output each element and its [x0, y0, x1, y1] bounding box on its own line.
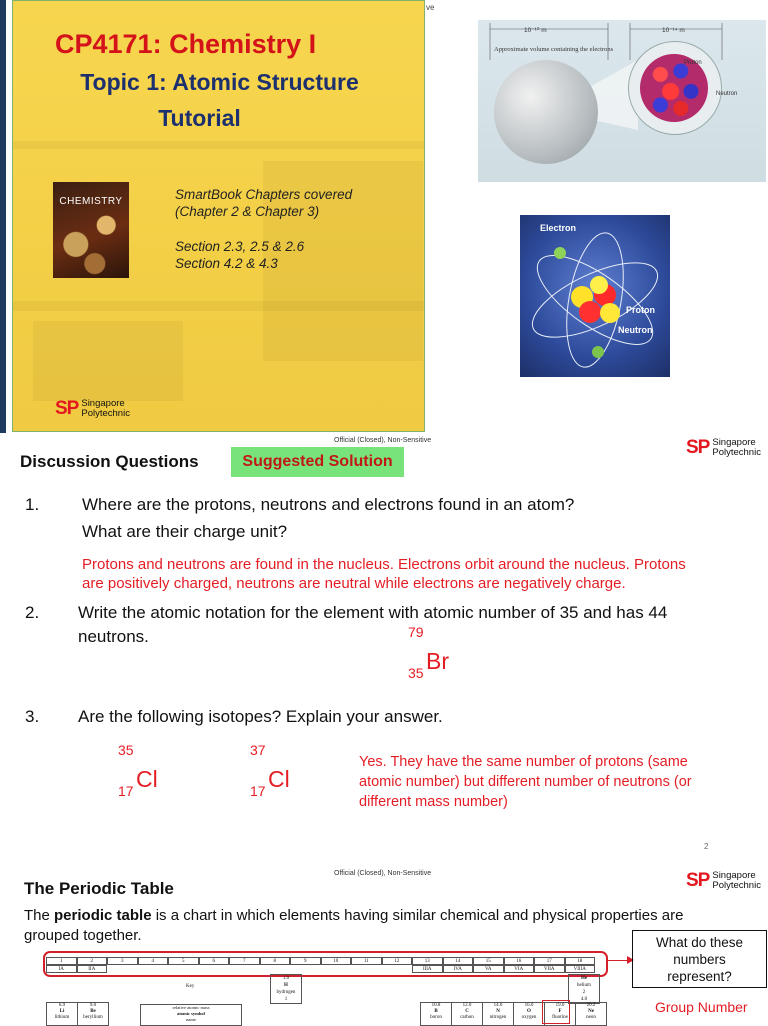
cover-slide: [12, 0, 425, 432]
answer-text: atomic number) but different number of neutrons (or: [359, 774, 692, 790]
bohr-atom-model-image: [520, 215, 670, 377]
group-label-cell: IVA: [443, 965, 474, 973]
classification-note: Official (Closed), Non-Sensitive: [334, 870, 432, 877]
element-symbol: Br: [426, 648, 449, 674]
periodic-table-definition: [24, 907, 683, 924]
mass-number: 35: [118, 742, 134, 758]
question-text: Where are the protons, neutrons and electrons found in an atom?: [82, 495, 575, 514]
element-name: beryllium: [83, 1015, 103, 1020]
question-number: 3.: [25, 707, 40, 726]
group-label-cell: IIA: [77, 965, 108, 973]
neutron-label: Neutron: [618, 325, 653, 335]
answer-text: are positively charged, neutrons are neutral while electrons are negatively charge.: [82, 575, 626, 592]
classification-note: Official (Closed), Non-Sensitive: [334, 437, 432, 444]
question-text: Are the following isotopes? Explain your answer.: [78, 707, 443, 726]
group-label-cell: VIIIA: [565, 965, 596, 973]
corner-text: ve: [426, 3, 435, 12]
element-symbol: Li: [59, 1009, 65, 1014]
smartbook-line: SmartBook Chapters covered: [175, 187, 353, 202]
fluorine-highlight: [542, 1000, 570, 1024]
tutorial-title: Tutorial: [158, 105, 241, 131]
sections-line: Section 2.3, 2.5 & 2.6: [175, 239, 305, 254]
group-number-cell: 3: [107, 957, 138, 965]
textbook-title: CHEMISTRY: [59, 196, 123, 207]
element-name: boron: [430, 1015, 442, 1020]
answer-text: Protons and neutrons are found in the nucleus. Electrons orbit around the nucleus. Protons: [82, 556, 686, 573]
periodic-table-definition: grouped together.: [24, 927, 142, 944]
course-title: CP4171: Chemistry I: [55, 29, 317, 59]
element-symbol: C: [465, 1009, 469, 1014]
element-symbol: O: [527, 1009, 531, 1014]
element-cell: [482, 1002, 514, 1026]
topic-title: Topic 1: Atomic Structure: [80, 69, 359, 95]
element-name: oxygen: [521, 1015, 537, 1020]
atomic-number: 35: [408, 665, 424, 681]
element-symbol: Cl: [136, 766, 158, 792]
group-number-cell: 8: [260, 957, 291, 965]
element-name: carbon: [460, 1015, 474, 1020]
page-number: 2: [704, 842, 709, 851]
group-label-cell: IIIA: [412, 965, 443, 973]
group-number-cell: 4: [138, 957, 169, 965]
callout-text: numbers: [673, 951, 726, 967]
element-cell: [451, 1002, 483, 1026]
callout-box: [632, 930, 767, 988]
element-symbol: Cl: [268, 766, 290, 792]
group-number-cell: 13: [412, 957, 443, 965]
element-symbol: N: [496, 1009, 500, 1014]
element-cell: [420, 1002, 452, 1026]
suggested-solution-badge: Suggested Solution: [231, 447, 404, 477]
mass-number: 79: [408, 624, 424, 640]
element-name: nitrogen: [489, 1015, 507, 1020]
group-number-cell: 16: [504, 957, 535, 965]
orbit-paths: [520, 215, 670, 377]
element-mass: 9.0: [89, 1003, 97, 1008]
definition-term: periodic table: [54, 907, 152, 924]
atom-nucleus-diagram: [478, 20, 766, 182]
group-label-cell: VA: [473, 965, 504, 973]
sp-logo-line: Polytechnic: [712, 880, 761, 891]
element-symbol: Be: [90, 1009, 96, 1014]
sp-logo: [686, 437, 761, 459]
group-label-cell: IA: [46, 965, 77, 973]
element-mass: 20.2: [586, 1003, 596, 1008]
element-cell: [77, 1002, 109, 1026]
group-label-cell: VIIA: [534, 965, 565, 973]
sp-logo-line: Singapore: [712, 870, 756, 881]
group-number-cell: 7: [229, 957, 260, 965]
key-line: name: [186, 1017, 196, 1022]
electron-label: Electron: [540, 223, 577, 233]
sp-logo: [55, 398, 130, 420]
callout-text: represent?: [667, 968, 732, 984]
element-cell-hydrogen: 1.0 H hydrogen 1: [270, 974, 302, 1004]
question-text: neutrons.: [78, 627, 149, 646]
atomic-number: 17: [250, 783, 266, 799]
proton-label: Proton: [626, 305, 655, 315]
sections-line: Section 4.2 & 4.3: [175, 256, 278, 271]
question-number: 1.: [25, 495, 40, 514]
electron-cloud-sphere: [494, 60, 598, 164]
element-cell: [46, 1002, 78, 1026]
neutron-label: Neutron: [716, 91, 738, 97]
question-number: 2.: [25, 603, 40, 622]
periodic-table-key: [140, 1004, 242, 1026]
group-number-cell: 11: [351, 957, 382, 965]
group-number-cell: 9: [290, 957, 321, 965]
sp-logo-line: Polytechnic: [712, 447, 761, 458]
element-name: lithium: [54, 1015, 70, 1020]
answer-text: Yes. They have the same number of protons (same: [359, 754, 688, 770]
sp-logo-mark: SP: [686, 870, 710, 891]
definition-text: The: [24, 907, 55, 924]
element-mass: 10.8: [431, 1003, 441, 1008]
proton-label: Proton: [684, 60, 702, 66]
element-name: fluorine: [552, 1015, 568, 1020]
mass-number: 37: [250, 742, 266, 758]
dimension-label: 10⁻¹⁰ m: [524, 27, 547, 34]
element-mass: 16.0: [524, 1003, 534, 1008]
group-row-highlight: [43, 951, 608, 977]
element-symbol: F: [558, 1009, 562, 1014]
group-number-cell: 1: [46, 957, 77, 965]
answer-text: different mass number): [359, 794, 508, 810]
group-number-cell: 18: [565, 957, 596, 965]
sp-logo-line: Polytechnic: [81, 408, 130, 419]
element-mass: 6.9: [58, 1003, 66, 1008]
group-number-cell: 17: [534, 957, 565, 965]
group-number-answer: Group Number: [655, 999, 748, 1015]
group-number-cell: 6: [199, 957, 230, 965]
element-cell-helium: He helium 2 4.0: [568, 974, 600, 1004]
sp-logo-mark: SP: [686, 437, 710, 458]
key-line: relative atomic mass: [172, 1005, 210, 1010]
sp-logo-line: Singapore: [712, 437, 756, 448]
element-mass: 14.0: [493, 1003, 503, 1008]
group-number-cell: 5: [168, 957, 199, 965]
question-text: What are their charge unit?: [82, 522, 288, 541]
question-text: Write the atomic notation for the element with atomic number of 35 and has 44: [78, 603, 668, 622]
element-name: neon: [586, 1015, 596, 1020]
group-number-cell: 10: [321, 957, 352, 965]
textbook-cover-image: [53, 182, 129, 278]
key-label: Key: [186, 984, 195, 989]
element-symbol: Ne: [588, 1009, 594, 1014]
sp-logo-mark: SP: [55, 398, 79, 419]
dimension-label: 10⁻¹⁴ m: [662, 27, 685, 34]
group-number-cell: 14: [443, 957, 474, 965]
sp-logo-line: Singapore: [81, 398, 125, 409]
group-number-cell: 15: [473, 957, 504, 965]
group-number-cell: 2: [77, 957, 108, 965]
element-mass: 19.0: [555, 1003, 565, 1008]
atomic-number: 17: [118, 783, 134, 799]
discussion-questions-title: Discussion Questions: [20, 452, 199, 471]
element-mass: 12.0: [462, 1003, 472, 1008]
smartbook-chapters: (Chapter 2 & Chapter 3): [175, 204, 320, 219]
element-cell: [513, 1002, 545, 1026]
slide-left-bar: [0, 0, 6, 433]
element-cell: [575, 1002, 607, 1026]
sp-logo: [686, 870, 761, 892]
periodic-table-title: The Periodic Table: [24, 879, 174, 898]
definition-text: is a chart in which elements having similar chemical and physical properties are: [151, 907, 684, 924]
group-label-cell: VIA: [504, 965, 535, 973]
callout-text: What do these: [655, 934, 744, 950]
key-line: atomic symbol: [177, 1011, 205, 1016]
electron-volume-label: Approximate volume containing the electrons: [494, 46, 614, 53]
group-number-cell: 12: [382, 957, 413, 965]
element-symbol: B: [434, 1009, 438, 1014]
